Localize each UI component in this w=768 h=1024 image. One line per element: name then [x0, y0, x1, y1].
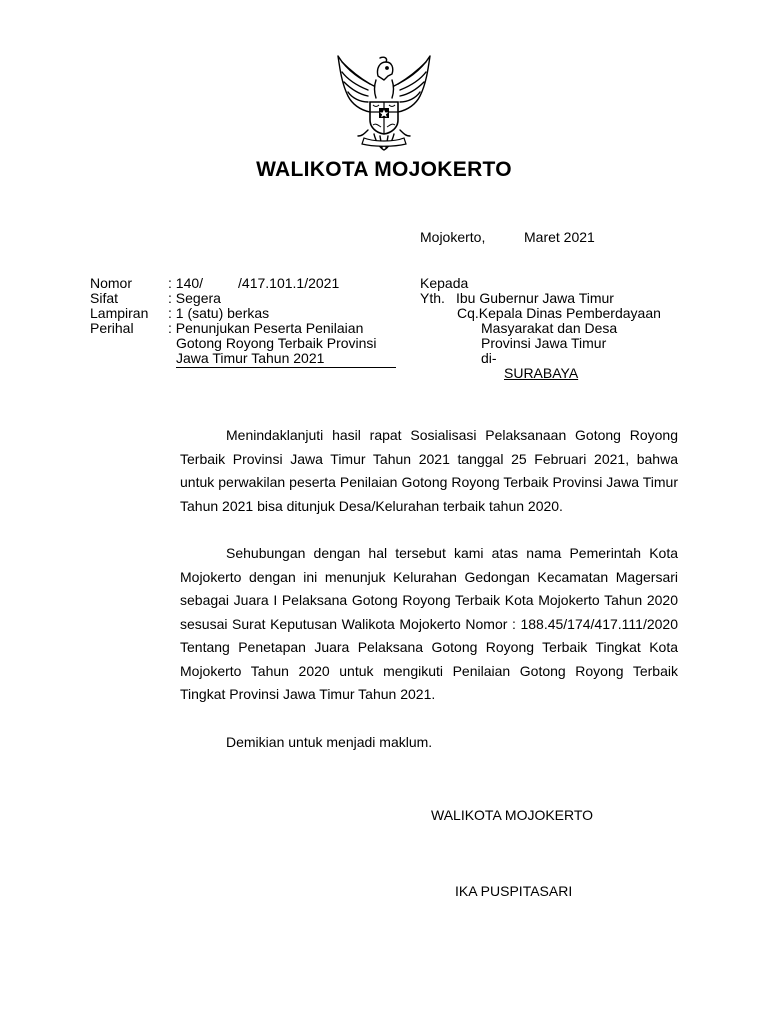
- recipient-line-2: Cq.Kepala Dinas Pemberdayaan: [457, 305, 661, 321]
- signature-name: IKA PUSPITASARI: [455, 883, 573, 899]
- meta-value-perihal: : Penunjukan Peserta Penilaian: [168, 320, 364, 336]
- perihal-line-2: Gotong Royong Terbaik Provinsi: [176, 335, 377, 351]
- page-title: WALIKOTA MOJOKERTO: [256, 158, 512, 181]
- meta-label-perihal: Perihal: [90, 320, 134, 336]
- garuda-emblem-icon: [330, 50, 438, 154]
- perihal-underline: [176, 367, 396, 368]
- recipient-line-1: Ibu Gubernur Jawa Timur: [456, 290, 614, 306]
- body-paragraph-1-text: Menindaklanjuti hasil rapat Sosialisasi Pelaksanaan Gotong Royong Terbaik Provinsi Jawa Timur Tahun 2021 tanggal 25 Februari 2021, bahwa untuk perwakilan peserta Penilaian Gotong Royong Terbaik Provinsi Jawa Timur Tahun 2021 bisa ditunjuk Desa/Kelurahan terbaik tahun 2020.: [180, 427, 678, 514]
- recipient-yth: Yth.: [420, 290, 445, 306]
- recipient-city: SURABAYA: [504, 365, 579, 381]
- signature-position: WALIKOTA MOJOKERTO: [431, 807, 594, 823]
- body-paragraph-3: [180, 731, 678, 755]
- recipient-kepada: Kepada: [420, 275, 469, 291]
- body-paragraph-2-text: Sehubungan dengan hal tersebut kami atas nama Pemerintah Kota Mojokerto dengan ini menunjuk Kelurahan Gedongan Kecamatan Magersari sebagai Juara I Pelaksana Gotong Royong Terbaik Kota Mojokerto Tahun 2020 sesusai Surat Keputusan Walikota Mojokerto Nomor : 188.45/174/417.111/2020 Tentang Penetapan Juara Pelaksana Gotong Royong Terbaik Tingkat Kota Mojokerto Tahun 2020 untuk mengikuti Penilaian Gotong Royong Terbaik Tingkat Provinsi Jawa Timur Tahun 2021.: [180, 545, 678, 702]
- letter-date: Maret 2021: [524, 229, 595, 245]
- body-paragraph-2: [180, 542, 678, 707]
- body-paragraph-1: [180, 424, 678, 518]
- recipient-line-4: Provinsi Jawa Timur: [481, 335, 607, 351]
- recipient-line-5: di-: [481, 350, 497, 366]
- meta-value-nomor: : 140/ /417.101.1/2021: [168, 275, 340, 291]
- meta-label-sifat: Sifat: [90, 290, 119, 306]
- meta-value-sifat: : Segera: [168, 290, 221, 306]
- perihal-line-3: Jawa Timur Tahun 2021: [176, 350, 325, 366]
- letter-place: Mojokerto,: [420, 229, 486, 245]
- meta-label-lampiran: Lampiran: [90, 305, 149, 321]
- recipient-line-3: Masyarakat dan Desa: [481, 320, 618, 336]
- meta-value-lampiran: : 1 (satu) berkas: [168, 305, 270, 321]
- meta-label-nomor: Nomor: [90, 275, 133, 291]
- body-paragraph-3-text: Demikian untuk menjadi maklum.: [226, 734, 433, 750]
